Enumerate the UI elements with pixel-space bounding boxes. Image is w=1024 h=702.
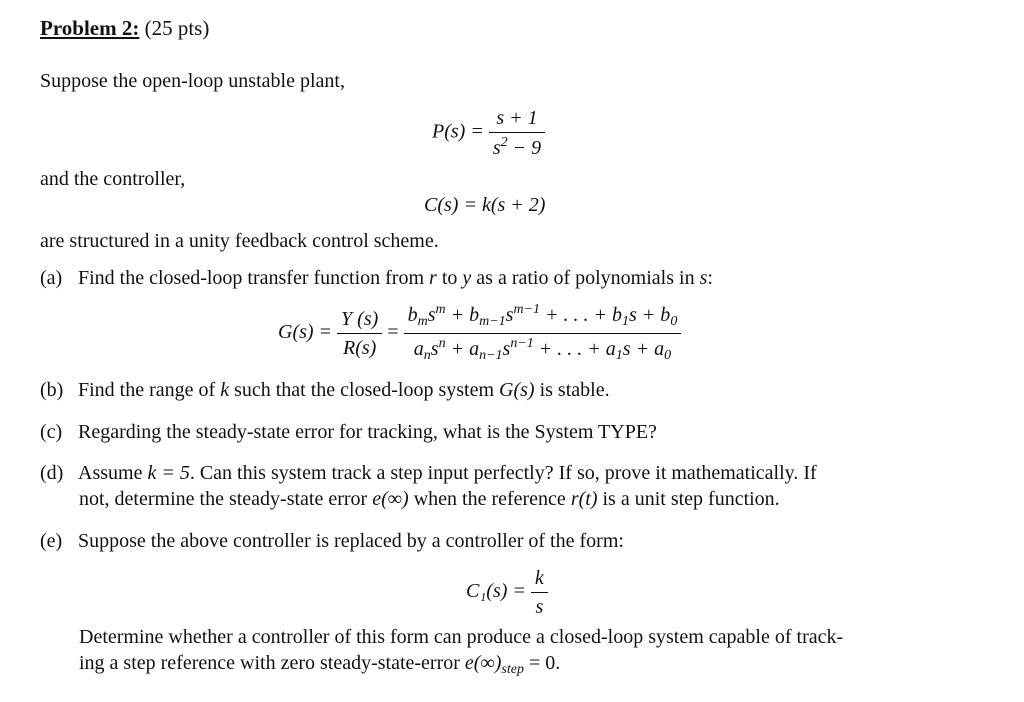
g-lhs: G(s) = <box>278 320 333 343</box>
part-b-label: (b) <box>40 379 64 401</box>
intro-text: Suppose the open-loop unstable plant, <box>40 70 345 92</box>
plant-lhs: P(s) = <box>432 120 484 143</box>
part-d-label: (d) <box>40 462 64 484</box>
problem-title: Problem 2: <box>40 16 140 40</box>
polynomial-numerator: $b_ms^m + b_{m-1}s^{m-1}$ + . . . + $b_1s + b_0$ <box>404 302 682 334</box>
part-d-line1: (d) Assume k = 5. Can this system track a step input perfectly? If so, prove it mathematically. If <box>40 462 817 484</box>
plant-numerator: s + 1 <box>489 106 545 133</box>
part-b: (b) Find the range of k such that the closed-loop system G(s) is stable. <box>40 379 610 401</box>
part-a: (a) Find the closed-loop transfer function from r to y as a ratio of polynomials in s: <box>40 267 713 289</box>
c1-fraction: $\frac{k}{s}$ <box>531 566 548 619</box>
structured-text: are structured in a unity feedback control scheme. <box>40 230 439 252</box>
c1-equation: C₁(s) = $\frac{k}{s}$ <box>466 566 548 619</box>
problem-header <box>40 16 209 41</box>
part-e-para-line2: ing a step reference with zero steady-state-error $e(\infty)_{step} = 0$. <box>79 652 561 677</box>
polynomial-fraction <box>404 302 682 365</box>
part-c-label: (c) <box>40 421 63 443</box>
plant-equation <box>432 106 545 160</box>
part-c: (c) Regarding the steady-state error for tracking, what is the System TYPE? <box>40 421 657 443</box>
problem-points: (25 pts) <box>144 16 210 40</box>
controller-equation: C(s) = k(s + 2) <box>424 194 546 216</box>
part-a-label: (a) <box>40 267 63 289</box>
plant-denominator: $s^2 - 9$ <box>492 135 542 159</box>
part-e: (e) Suppose the above controller is replaced by a controller of the form: <box>40 530 624 552</box>
part-d-line2: not, determine the steady-state error e(∞) when the reference r(t) is a unit step function. <box>79 488 780 510</box>
closed-loop-equation <box>278 302 681 365</box>
polynomial-denominator: $a_ns^n + a_{n-1}s^{n-1}$ + . . . + $a_1s + a_0$ <box>413 335 672 363</box>
y-over-r-fraction: $\frac{Y (s)}{R(s)}$ <box>337 307 382 360</box>
plant-fraction <box>489 106 545 160</box>
g-equals: = <box>387 320 399 343</box>
part-e-label: (e) <box>40 530 63 552</box>
part-e-para-line1: Determine whether a controller of this form can produce a closed-loop system capable of track- <box>79 626 844 648</box>
controller-intro: and the controller, <box>40 168 186 190</box>
